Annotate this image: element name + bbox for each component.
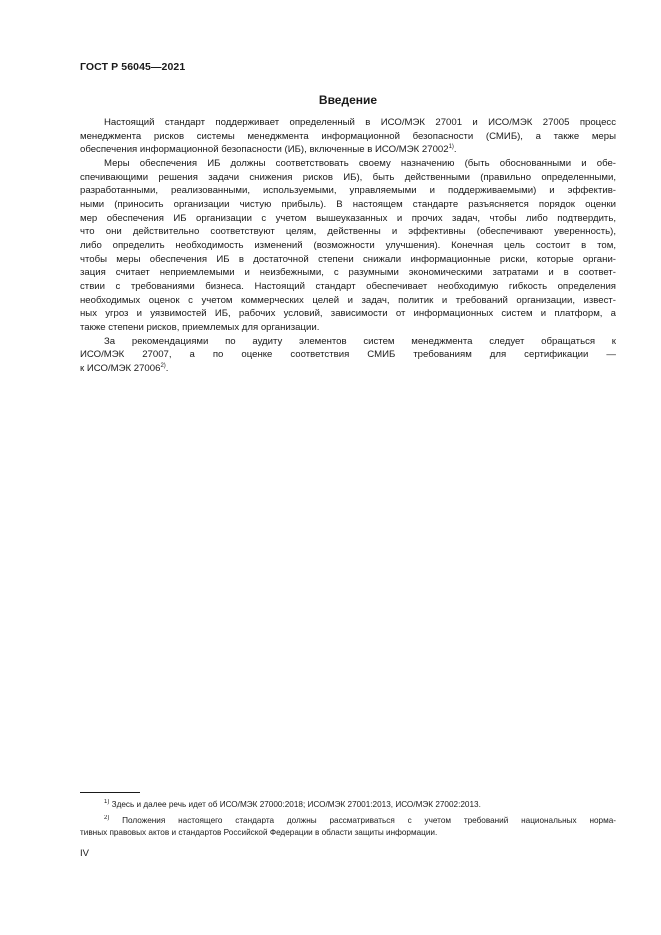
footnote-1 xyxy=(80,799,616,811)
footnote-2 xyxy=(80,815,616,838)
text-line: Настоящий стандарт поддерживает определенный в ИСО/МЭК 27001 и ИСО/МЭК 27005 процесс xyxy=(104,117,616,128)
paragraph-3 xyxy=(80,335,616,376)
text-line: За рекомендациями по аудиту элементов систем менеджмента следует обращаться к xyxy=(104,335,616,347)
paragraph-1 xyxy=(80,116,616,157)
text-line: чтобы меры обеспечения ИБ в достаточной степени снижали информационные риски, которые органи- xyxy=(80,253,616,265)
text-line: ными (приносить организации чистую прибыль). В настоящем стандарте разъясняется порядок оценки xyxy=(80,198,616,210)
text-line: Меры обеспечения ИБ должны соответствовать своему назначению (быть обоснованными и обе- xyxy=(104,157,616,169)
footnote-text: Здесь и далее речь идет об ИСО/МЭК 27000:2018; ИСО/МЭК 27001:2013, ИСО/МЭК 27002:2013. xyxy=(111,800,481,809)
footnote-line xyxy=(80,815,616,827)
text-line: мер обеспечения ИБ организации с учетом вышеуказанных и прочих задач, чтобы либо подтвердить, xyxy=(80,212,616,224)
text-line: менеджмента рисков системы менеджмента информационной безопасности (СМИБ), а также меры xyxy=(80,130,616,142)
text-line: ИСО/МЭК 27007, а по оценке соответствия СМИБ требованиям для сертификации — xyxy=(80,349,616,361)
footnote-mark: 2) xyxy=(104,815,110,821)
text-line: что они действительно соответствуют целям, действенны и эффективны (обеспечивают уверенность), xyxy=(80,226,616,238)
footnote-line xyxy=(80,799,616,811)
footnote-ref-1: 1) xyxy=(448,144,454,151)
footnote-ref-2: 2) xyxy=(160,362,166,369)
text-span: к ИСО/МЭК 27006 xyxy=(80,362,161,374)
footnote-text: Положения настоящего стандарта должны рассматриваться с учетом требований национальных норма- xyxy=(122,816,616,825)
footnote-line: тивных правовых актов и стандартов Российской Федерации в области защиты информации. xyxy=(80,827,438,837)
text-span: обеспечения информационной безопасности (ИБ), включенные в ИСО/МЭК 27002 xyxy=(80,144,449,156)
footnote-mark: 1) xyxy=(104,799,110,805)
text-line: либо определить необходимость изменений (возможности улучшения). Конечная цель состоит в том, xyxy=(80,239,616,251)
footnote-separator xyxy=(80,792,140,793)
text-line: также степени рисков, приемлемых для организации. xyxy=(80,321,320,333)
text-span: . xyxy=(453,144,457,156)
page-number: IV xyxy=(80,848,89,859)
paragraph-2 xyxy=(80,157,616,335)
text-line: ных угроз и уязвимостей ИБ, рабочих условий, зависимости от информационных систем и платформ, а xyxy=(80,308,616,320)
introduction-body xyxy=(80,116,616,375)
document-header: ГОСТ Р 56045—2021 xyxy=(80,61,186,73)
text-line: разработанными, реализованными, используемыми, управляемыми и поддерживаемыми) и эффектив- xyxy=(80,185,616,197)
text-line xyxy=(80,362,616,376)
text-line xyxy=(80,143,616,157)
text-line: зация считает неприемлемыми и неизбежными, с разумными экономическими затратами и в соответ- xyxy=(80,267,616,279)
section-title: Введение xyxy=(318,93,378,107)
text-span: . xyxy=(165,362,169,374)
text-line: спечивающими решения задачи снижения рисков ИБ), быть действенными (правильно определенными, xyxy=(80,171,616,183)
text-line: необходимых оценок с учетом коммерческих целей и задач, политик и требований организации, извест- xyxy=(80,294,616,306)
text-line: ствии с требованиями бизнеса. Настоящий стандарт обеспечивает необходимую гибкость определения xyxy=(80,280,616,292)
